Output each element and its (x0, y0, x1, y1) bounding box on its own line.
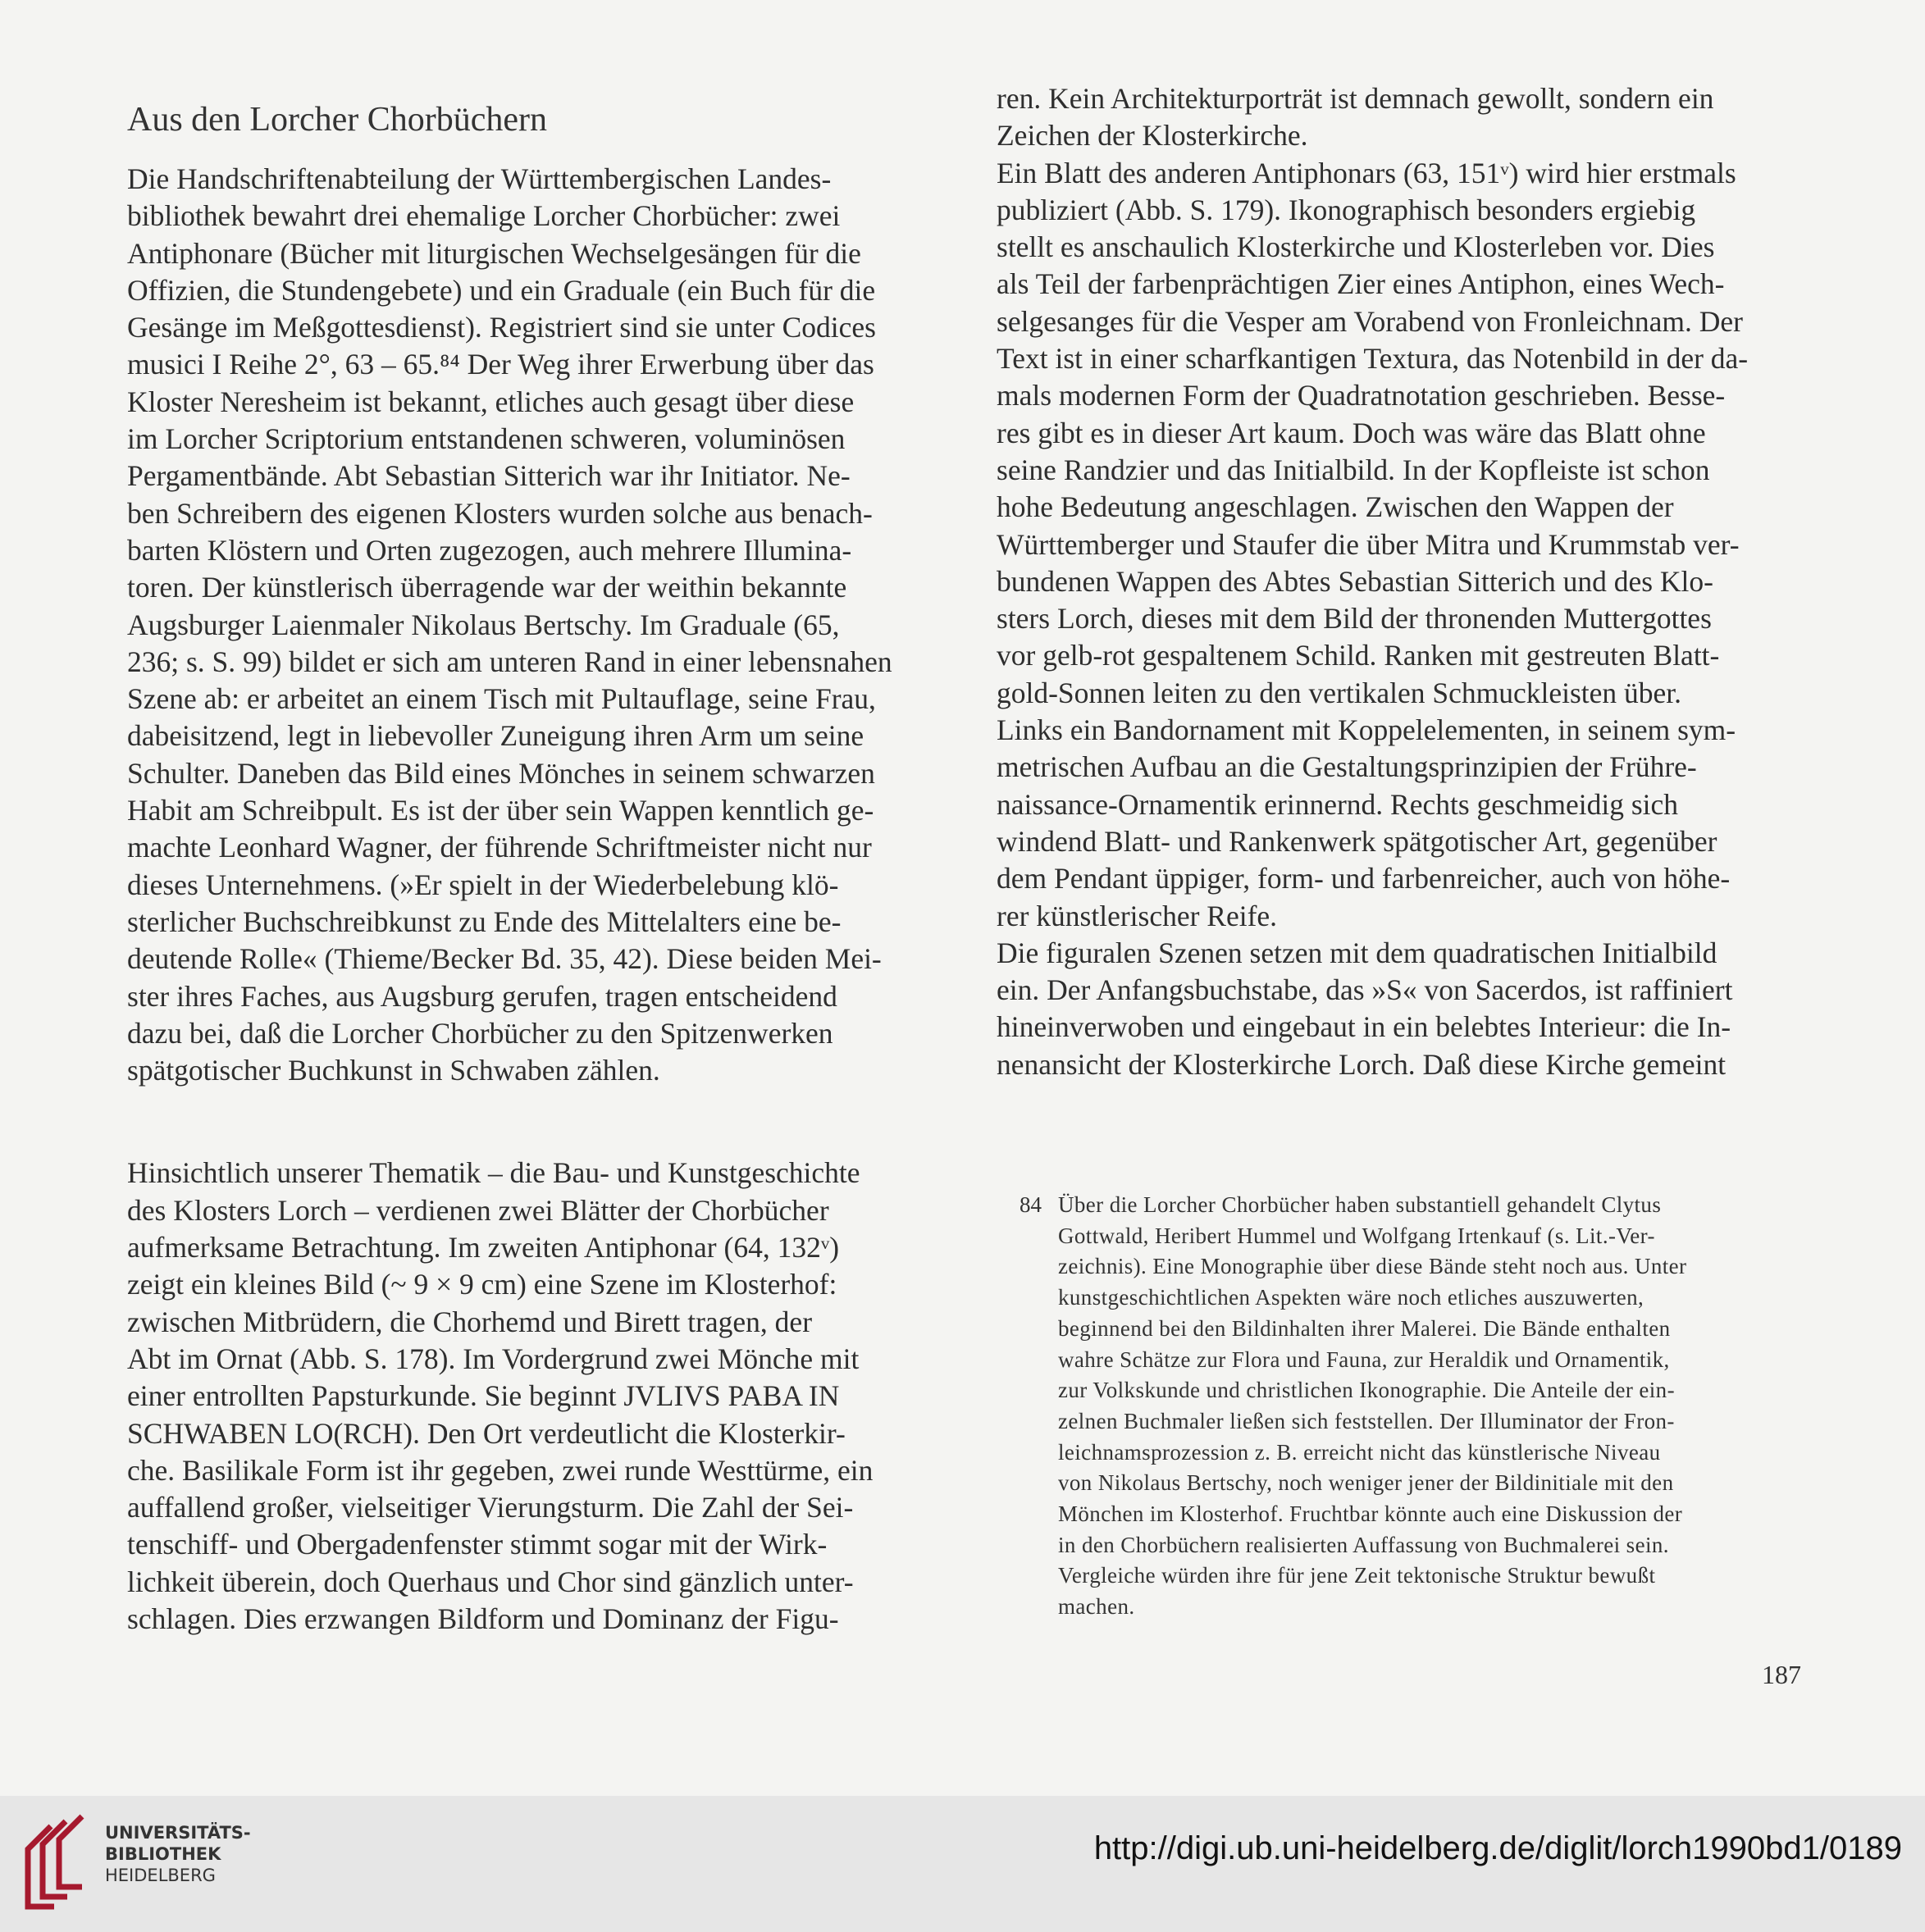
text-line: Die figuralen Szenen setzen mit dem quadratischen Initialbild (997, 936, 1717, 969)
text-line: barten Klöstern und Orten zugezogen, auch mehrere Illumina- (127, 533, 852, 567)
footnote-84 (1020, 1190, 1803, 1623)
footnote-line: beginnend bei den Bildinhalten ihrer Malerei. Die Bände enthalten (1058, 1315, 1671, 1341)
paragraph-1 (127, 161, 919, 1089)
text-line: als Teil der farbenprächtigen Zier eines Antiphon, eines Wech- (997, 267, 1725, 301)
text-line: tenschiff- und Obergadenfenster stimmt sogar mit der Wirk- (127, 1528, 828, 1561)
text-line: Pergamentbände. Abt Sebastian Sitterich war ihr Initiator. Ne- (127, 459, 851, 493)
text-line: Ein Blatt des anderen Antiphonars (63, 151ᵛ) wird hier erstmals (997, 156, 1736, 189)
text-line: ben Schreibern des eigenen Klosters wurden solche aus benach- (127, 496, 873, 530)
ub-heidelberg-logo-icon[interactable] (18, 1810, 100, 1916)
text-line: Text ist in einer scharfkantigen Textura, das Notenbild in der da- (997, 342, 1749, 376)
text-line: toren. Der künstlerisch überragende war der weithin bekannte (127, 571, 847, 604)
text-line: selgesanges für die Vesper am Vorabend von Fronleichnam. Der (997, 304, 1743, 338)
text-line: machte Leonhard Wagner, der führende Schriftmeister nicht nur (127, 831, 872, 864)
text-line: Gesänge im Meßgottesdienst). Registriert sind sie unter Codices (127, 311, 876, 344)
text-line: musici I Reihe 2°, 63 – 65.⁸⁴ Der Weg ihrer Erwerbung über das (127, 348, 874, 381)
text-line: mals modernen Form der Quadratnotation geschrieben. Besse- (997, 379, 1726, 412)
text-line: hineinverwoben und eingebaut in ein belebtes Interieur: die In- (997, 1010, 1731, 1044)
text-line: stellt es anschaulich Klosterkirche und Klosterleben vor. Dies (997, 230, 1715, 264)
text-line: zeigt ein kleines Bild (~ 9 × 9 cm) eine Szene im Klosterhof: (127, 1268, 837, 1301)
text-line: rer künstlerischer Reife. (997, 899, 1278, 932)
footnote-line: wahre Schätze zur Flora und Fauna, zur Heraldik und Ornamentik, (1058, 1346, 1670, 1372)
footnote-line: zeichnis). Eine Monographie über diese Bände steht noch aus. Unter (1058, 1254, 1687, 1279)
text-line: Kloster Neresheim ist bekannt, etliches auch gesagt über diese (127, 385, 855, 418)
paragraph-2 (127, 1155, 919, 1638)
right-column-text (997, 80, 1796, 1083)
footnote-line: Vergleiche würden ihre für jene Zeit tektonische Struktur bewußt (1058, 1563, 1656, 1588)
text-line: aufmerksame Betrachtung. Im zweiten Antiphonar (64, 132ᵛ) (127, 1231, 840, 1264)
text-line: Szene ab: er arbeitet an einem Tisch mit Pultauflage, seine Frau, (127, 682, 876, 716)
text-line: dazu bei, daß die Lorcher Chorbücher zu den Spitzenwerken (127, 1016, 833, 1050)
text-line: zwischen Mitbrüdern, die Chorhemd und Birett tragen, der (127, 1305, 813, 1338)
text-line: im Lorcher Scriptorium entstandenen schweren, voluminösen (127, 422, 846, 456)
right-column (997, 80, 1796, 1083)
text-line: sterlicher Buchschreibkunst zu Ende des Mittelalters eine be- (127, 904, 842, 938)
text-line: gold-Sonnen leiten zu den vertikalen Schmuckleisten über. (997, 676, 1682, 709)
text-line: bundenen Wappen des Abtes Sebastian Sitterich und des Klo- (997, 564, 1713, 598)
text-line: Die Handschriftenabteilung der Württembergischen Landes- (127, 162, 832, 195)
text-line: naissance-Ornamentik erinnernd. Rechts geschmeidig sich (997, 787, 1679, 821)
text-line: vor gelb-rot gespaltenem Schild. Ranken mit gestreuten Blatt- (997, 639, 1720, 672)
text-line: dem Pendant üppiger, form- und farbenreicher, auch von höhe- (997, 862, 1731, 895)
text-line: Zeichen der Klosterkirche. (997, 119, 1308, 153)
text-line: res gibt es in dieser Art kaum. Doch was wäre das Blatt ohne (997, 416, 1706, 449)
text-line: lichkeit überein, doch Querhaus und Chor sind gänzlich unter- (127, 1565, 854, 1598)
text-line: deutende Rolle« (Thieme/Becker Bd. 35, 42). Diese beiden Mei- (127, 942, 882, 976)
page-number: 187 (1762, 1660, 1801, 1689)
text-line: Württemberger und Staufer die über Mitra und Krummstab ver- (997, 527, 1740, 561)
text-line: Offizien, die Stundengebete) und ein Graduale (ein Buch für die (127, 273, 876, 307)
text-line: spätgotischer Buchkunst in Schwaben zählen. (127, 1054, 660, 1087)
footnote-line: machen. (1058, 1594, 1135, 1620)
text-line: Hinsichtlich unserer Thematik – die Bau- und Kunstgeschichte (127, 1156, 860, 1190)
text-line: des Klosters Lorch – verdienen zwei Blätter der Chorbücher (127, 1193, 829, 1227)
library-name-line-1: UNIVERSITÄTS- (105, 1823, 251, 1843)
text-line: ren. Kein Architekturporträt ist demnach gewollt, sondern ein (997, 82, 1714, 115)
text-line: dabeisitzend, legt in liebevoller Zuneigung ihren Arm um seine (127, 719, 864, 753)
text-line: einer entrollten Papsturkunde. Sie beginnt JVLIVS PABA IN (127, 1379, 840, 1413)
text-line: Schulter. Daneben das Bild eines Mönches in seinem schwarzen (127, 756, 875, 790)
text-line: che. Basilikale Form ist ihr gegeben, zwei runde Westtürme, ein (127, 1453, 874, 1487)
footnote-body (1058, 1190, 1803, 1623)
text-line: seine Randzier und das Initialbild. In der Kopfleiste ist schon (997, 453, 1710, 486)
text-line: sters Lorch, dieses mit dem Bild der thronenden Muttergottes (997, 602, 1712, 636)
text-line: Links ein Bandornament mit Koppelelementen, in seinem sym- (997, 713, 1736, 747)
text-line: Antiphonare (Bücher mit liturgischen Wechselgesängen für die (127, 236, 861, 270)
text-line: nenansicht der Klosterkirche Lorch. Daß diese Kirche gemeint (997, 1047, 1727, 1081)
footnote-line: zelnen Buchmaler ließen sich feststellen. Der Illuminator der Fron- (1058, 1408, 1675, 1433)
text-line: publiziert (Abb. S. 179). Ikonographisch besonders ergiebig (997, 193, 1696, 226)
text-line: bibliothek bewahrt drei ehemalige Lorcher Chorbücher: zwei (127, 199, 841, 233)
source-url-link[interactable]: http://digi.ub.uni-heidelberg.de/diglit/lorch1990bd1/0189 (1093, 1830, 1902, 1866)
paragraph-gap (127, 1089, 919, 1155)
text-line: windend Blatt- und Rankenwerk spätgotischer Art, gegenüber (997, 824, 1717, 858)
footnote-line: Mönchen im Klosterhof. Fruchtbar könnte auch eine Diskussion der (1058, 1501, 1683, 1527)
footnote-line: Über die Lorcher Chorbücher haben substantiell gehandelt Clytus (1058, 1192, 1662, 1217)
footnote-line: leichnamsprozession z. B. erreicht nicht das künstlerische Niveau (1058, 1439, 1661, 1465)
footnote-line: zur Volkskunde und christlichen Ikonographie. Die Anteile der ein- (1058, 1378, 1675, 1403)
text-line: hohe Bedeutung angeschlagen. Zwischen den Wappen der (997, 490, 1674, 524)
text-line: dieses Unternehmens. (»Er spielt in der Wiederbelebung klö- (127, 868, 839, 901)
library-name-line-3: HEIDELBERG (105, 1866, 216, 1885)
footnote-line: Gottwald, Heribert Hummel und Wolfgang Irtenkauf (s. Lit.-Ver- (1058, 1223, 1655, 1248)
text-line: SCHWABEN LO(RCH). Den Ort verdeutlicht die Klosterkir- (127, 1416, 846, 1450)
section-heading: Aus den Lorcher Chorbüchern (127, 101, 547, 139)
text-line: Abt im Ornat (Abb. S. 178). Im Vordergrund zwei Mönche mit (127, 1342, 860, 1375)
left-column (127, 97, 919, 1638)
library-name (105, 1822, 251, 1886)
library-name-line-2: BIBLIOTHEK (105, 1844, 221, 1864)
text-line: auffallend großer, vielseitiger Vierungsturm. Die Zahl der Sei- (127, 1491, 854, 1524)
footnote-line: kunstgeschichtlichen Aspekten wäre noch etliches auszuwerten, (1058, 1285, 1644, 1310)
footnote-number: 84 (1020, 1192, 1042, 1217)
text-line: ein. Der Anfangsbuchstabe, das »S« von Sacerdos, ist raffiniert (997, 973, 1733, 1007)
footnote-line: von Nikolaus Bertschy, noch weniger jener der Bildinitiale mit den (1058, 1470, 1674, 1496)
text-line: 236; s. S. 99) bildet er sich am unteren Rand in einer lebensnahen (127, 645, 892, 678)
text-line: metrischen Aufbau an die Gestaltungsprinzipien der Frühre- (997, 750, 1697, 784)
footnote-line: in den Chorbüchern realisierten Auffassung von Buchmalerei sein. (1058, 1532, 1669, 1557)
text-line: Augsburger Laienmaler Nikolaus Bertschy. Im Graduale (65, (127, 608, 840, 641)
text-line: ster ihres Faches, aus Augsburg gerufen, tragen entscheidend (127, 979, 837, 1013)
text-line: schlagen. Dies erzwangen Bildform und Dominanz der Figu- (127, 1602, 839, 1635)
text-line: Habit am Schreibpult. Es ist der über sein Wappen kenntlich ge- (127, 794, 874, 827)
